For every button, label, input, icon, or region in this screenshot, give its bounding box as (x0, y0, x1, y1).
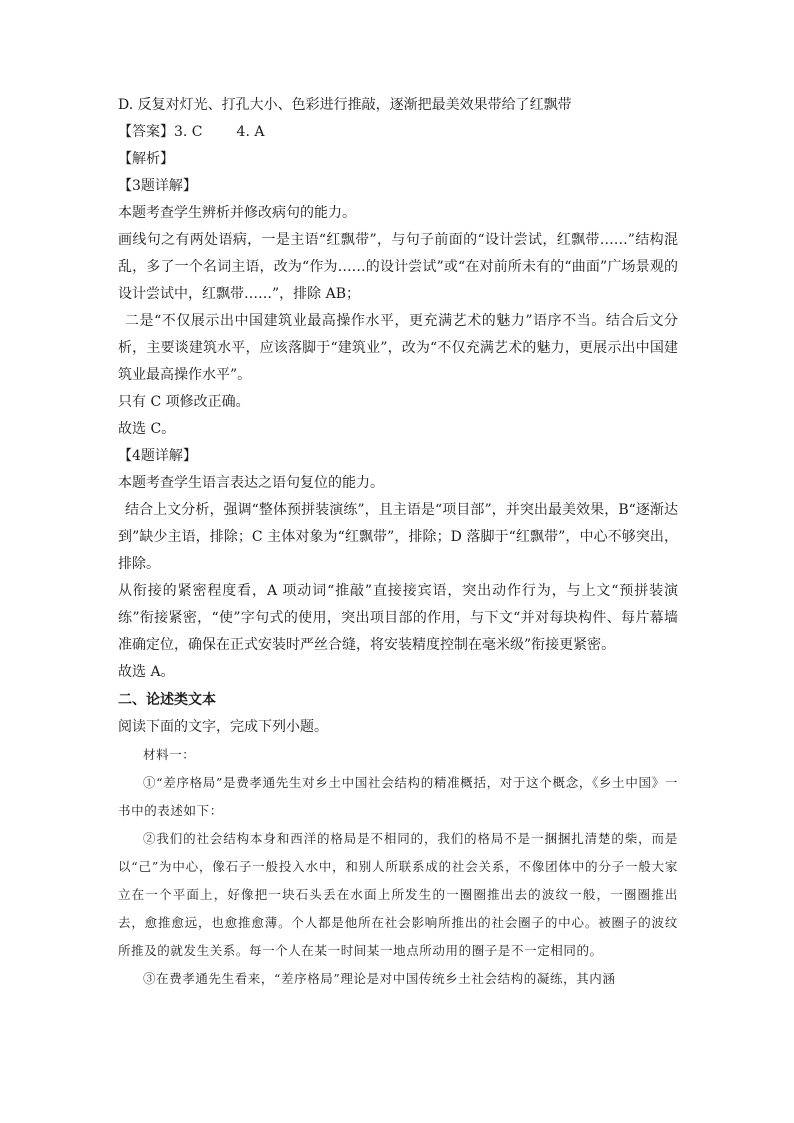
q3-intro: 本题考查学生辨析并修改病句的能力。 (118, 205, 356, 221)
q3-paragraph-2: 二是“不仅展示出中国建筑业最高操作水平，更充满艺术的魅力”语序不当。结合后文分析，主要谈建筑水平，应该落脚于“建筑业”，改为“不仅充满艺术的魅力，更展示出中国建筑业最高操作水平”。 (118, 313, 678, 383)
material-label: 材料一： (143, 747, 196, 762)
option-d: D. 反复对灯光、打孔大小、色彩进行推敲，逐渐把最美效果带给了红飘带 (118, 97, 572, 113)
answer-q3: 3. C (174, 124, 203, 140)
q4-intro: 本题考查学生语言表达之语句复位的能力。 (118, 475, 384, 491)
document-page (118, 92, 678, 993)
q3-conclusion: 只有 C 项修改正确。 (118, 394, 250, 410)
q3-label: 【3题详解】 (118, 178, 197, 194)
answer-line (118, 119, 678, 146)
q4-paragraph-2: 从衔接的紧密程度看，A 项动词“推敲”直接接宾语，突出动作行为，与上文“预拼装演练”衔接紧密，“使”字句式的使用，突出项目部的作用，与下文“并对每块构件、每片幕墙准确定位，确保在正式安装时严丝合缝，将安装精度控制在毫米级”衔接更紧密。 (118, 583, 678, 653)
q4-choose: 故选 A。 (118, 664, 175, 680)
section-title: 二、论述类文本 (118, 692, 216, 708)
q3-paragraph-1: 画线句之有两处语病，一是主语“红飘带”，与句子前面的“设计尝试，红飘带……”结构混乱，多了一个名词主语，改为“作为……的设计尝试”或“在对前所未有的“曲面”广场景观的设计尝试中，红飘带……”，排除 AB； (118, 232, 678, 302)
material-paragraph-3: ③在费孝通先生看来，“差序格局”理论是对中国传统乡土社会结构的凝练，其内涵 (143, 971, 616, 986)
q4-paragraph-1: 结合上文分析，强调“整体预拼装演练”，且主语是“项目部”，并突出最美效果，B“逐渐达到”缺少主语，排除；C 主体对象为“红飘带”，排除；D 落脚于“红飘带”，中心不够突出，排除。 (118, 502, 678, 572)
material-paragraph-1: ①“差序格局”是费孝通先生对乡土中国社会结构的精准概括，对于这个概念，《乡土中国》一书中的表述如下： (118, 775, 678, 818)
instruction: 阅读下面的文字，完成下列小题。 (118, 719, 328, 735)
analysis-label: 【解析】 (118, 151, 174, 167)
answer-label: 【答案】 (118, 124, 174, 140)
q4-label: 【4题详解】 (118, 448, 197, 464)
q3-choose: 故选 C。 (118, 421, 176, 437)
material-paragraph-2: ②我们的社会结构本身和西洋的格局是不相同的，我们的格局不是一捆捆扎清楚的柴，而是以“己”为中心，像石子一般投入水中，和别人所联系成的社会关系，不像团体中的分子一般大家立在一个平面上，好像把一块石头丢在水面上所发生的一圈圈推出去的波纹一般，一圈圈推出去，愈推愈远，也愈推愈薄。个人都是他所在社会影响所推出的社会圈子的中心。被圈子的波纹所推及的就发生关系。每一个人在某一时间某一地点所动用的圈子是不一定相同的。 (118, 831, 678, 958)
answer-q4: 4. A (236, 124, 265, 140)
